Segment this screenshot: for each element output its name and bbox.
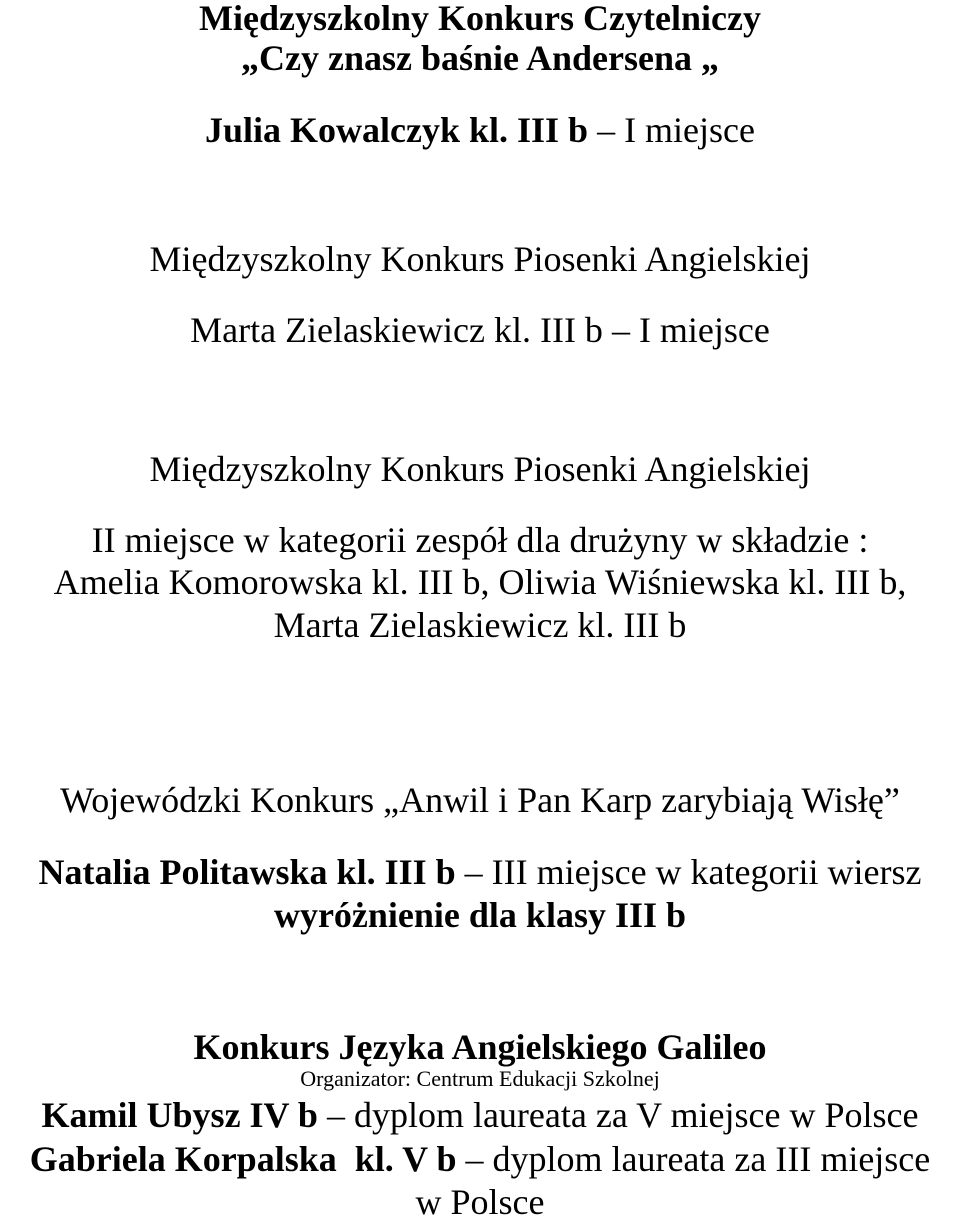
section2-title: Międzyszkolny Konkurs Piosenki Angielskiej bbox=[149, 239, 811, 279]
section1-title-line1: Międzyszkolny Konkurs Czytelniczy bbox=[199, 0, 761, 38]
section5-organizer: Organizator: Centrum Edukacji Szkolnej bbox=[300, 1066, 660, 1091]
section4-result-name: Natalia Politawska kl. III b bbox=[38, 852, 456, 892]
section5-result2 bbox=[0, 1139, 960, 1179]
section4-result bbox=[0, 852, 960, 892]
section4-title: Wojewódzki Konkurs „Anwil i Pan Karp zarybiają Wisłę” bbox=[60, 780, 900, 820]
section5-result2-rest: – dyplom laureata za III miejsce bbox=[456, 1139, 931, 1179]
section3-title: Międzyszkolny Konkurs Piosenki Angielskiej bbox=[149, 449, 811, 489]
section3-line3: Marta Zielaskiewicz kl. III b bbox=[273, 605, 687, 645]
section2-result bbox=[0, 310, 960, 350]
section5-result1-name: Kamil Ubysz IV b bbox=[41, 1095, 318, 1135]
section2-result-name: Marta Zielaskiewicz kl. III b bbox=[190, 310, 603, 350]
section5-result2-name: Gabriela Korpalska kl. V b bbox=[29, 1139, 457, 1179]
section1-result bbox=[0, 110, 960, 150]
section5-result1 bbox=[0, 1095, 960, 1135]
section3-line1: II miejsce w kategorii zespół dla drużyny w składzie : bbox=[91, 520, 869, 560]
section5-title: Konkurs Języka Angielskiego Galileo bbox=[193, 1027, 767, 1067]
section2-result-rest: – I miejsce bbox=[602, 310, 770, 350]
section1-title-line2: „Czy znasz baśnie Andersena „ bbox=[240, 38, 720, 78]
section4-result-rest: – III miejsce w kategorii wiersz bbox=[455, 852, 922, 892]
section5-result1-rest: – dyplom laureata za V miejsce w Polsce bbox=[317, 1095, 919, 1135]
section3-line2: Amelia Komorowska kl. III b, Oliwia Wiśniewska kl. III b, bbox=[53, 562, 907, 602]
section1-result-name: Julia Kowalczyk kl. III b bbox=[204, 110, 589, 150]
section5-result2-continuation: w Polsce bbox=[415, 1182, 545, 1222]
section4-distinction: wyróżnienie dla klasy III b bbox=[273, 895, 687, 935]
section1-result-rest: – I miejsce bbox=[588, 110, 756, 150]
